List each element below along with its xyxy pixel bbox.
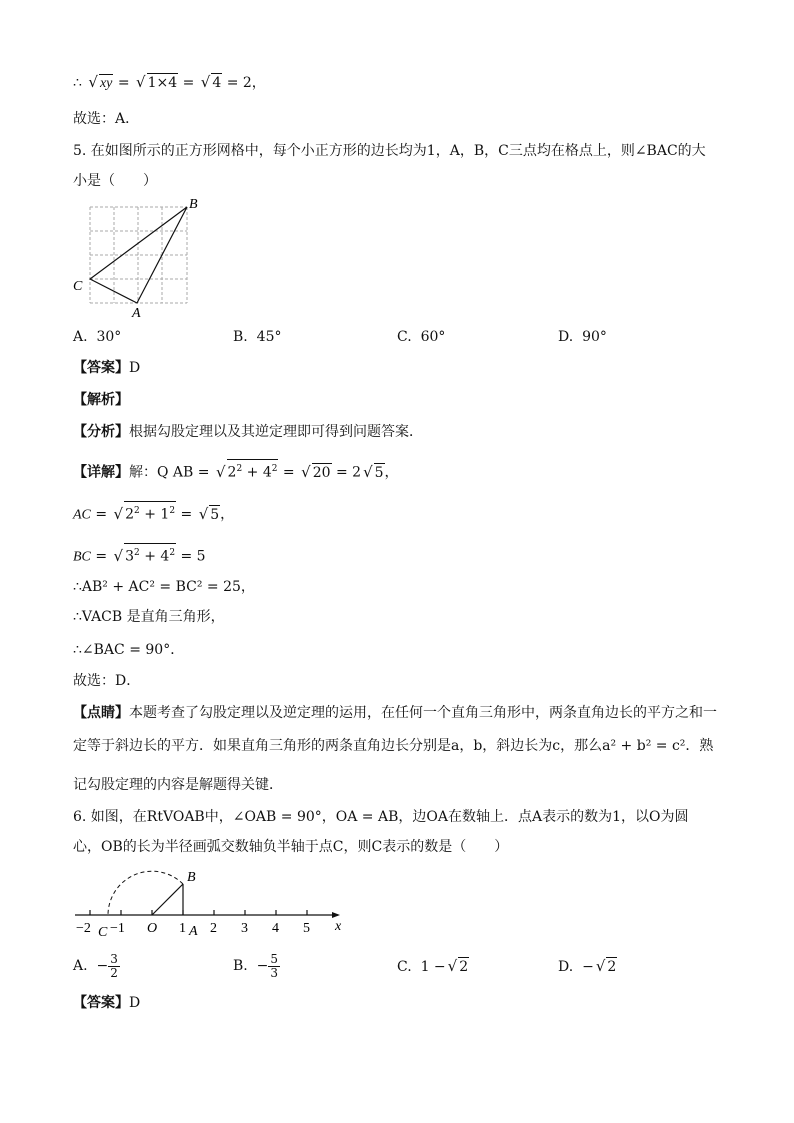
dianjing-line-3: 记勾股定理的内容是解题得关键． (73, 777, 283, 793)
point-a-label: A (132, 306, 141, 320)
line-sqrt-xy: ∴ √ xy = √ 1×4 = √ 4 = 2， (73, 73, 266, 91)
tick-neg2: −2 (76, 921, 91, 936)
q5-answer: D (129, 360, 141, 376)
q6-option-c: C. 1 − √ 2 (397, 957, 469, 975)
tick-3: 3 (241, 921, 248, 936)
point-b-label: B (187, 870, 196, 885)
grid-lines (90, 207, 187, 303)
tick-1: 1 (179, 921, 186, 936)
q6-answer-line: 【答案】D (73, 995, 141, 1011)
axis-arrow (332, 912, 340, 918)
answer-tag: 【答案】 (73, 360, 129, 376)
q5-option-b: B. 45° (233, 329, 282, 345)
question-6-line-1: 6. 如图，在RtVOAB中，∠OAB = 90°，OA = AB，边OA在数轴上．点A表示的数为1，以O为圆 (73, 809, 689, 825)
point-c-label: C (98, 925, 108, 940)
ac-line: AC = √ $2^2 + 1^2$ = √ 5， (73, 501, 234, 525)
sum-line: ∴AB² + AC² = BC² = 25， (73, 579, 255, 595)
dashed-arc (108, 871, 183, 915)
q5-option-a: A. 30° (73, 329, 122, 345)
q5-answer-line (73, 359, 140, 377)
point-c-label: C (73, 279, 83, 294)
number-line-figure (70, 862, 360, 942)
tick-5: 5 (303, 921, 310, 936)
choose-d: 故选：D． (73, 673, 141, 689)
choose-a: 故选：A． (73, 111, 140, 127)
q5-option-c: C. 60° (397, 329, 446, 345)
analysis-tag: 【解析】 (73, 392, 129, 408)
right-triangle-line: ∴VACB 是直角三角形， (73, 609, 225, 625)
question-6-line-2: 心，OB的长为半径画弧交数轴负半轴于点C，则C表示的数是（ ） (73, 839, 509, 855)
q6-option-d: D. − √ 2 (558, 957, 617, 975)
axis-x-label: x (335, 919, 342, 934)
angle-line: ∴∠BAC = 90°． (73, 642, 185, 658)
dianjing-line-1: 【点睛】本题考查了勾股定理以及逆定理的运用，在任何一个直角三角形中，两条直角边长的平方之和一 (73, 705, 717, 721)
dianjing-line-2: 定等于斜边长的平方．如果直角三角形的两条直角边长分别是a，b，斜边长为c，那么a² + b² = c²．熟 (73, 738, 714, 754)
point-b-label: B (189, 197, 198, 212)
sqrt-xy: xy (99, 76, 113, 91)
sqrt-4: 4 (212, 75, 222, 91)
bc-line: BC = √ $3^2 + 4^2 = 5$ (73, 543, 206, 567)
grid-figure (70, 195, 210, 320)
q5-option-d: D. 90° (558, 329, 607, 345)
q6-option-a: A. − $\frac{3}{2}$ (73, 951, 118, 980)
tick-4: 4 (272, 921, 279, 936)
point-a-label: A (189, 924, 198, 939)
tick-2: 2 (210, 921, 217, 936)
result-2: = 2， (226, 75, 266, 91)
segment-ob (152, 884, 183, 915)
question-5-line-2: 小是（ ） (73, 173, 157, 189)
sqrt-1x4: 1×4 (147, 75, 178, 91)
fenxi-line: 【分析】根据勾股定理以及其逆定理即可得到问题答案． (73, 424, 423, 440)
detail-ab-line: 【详解】解：Q AB = √ $2^2 + 4^2$ = √ 20 = 2 √ 5， (73, 459, 399, 482)
origin-o-label: O (147, 921, 158, 936)
question-5-line-1: 5. 在如图所示的正方形网格中，每个小正方形的边长均为1，A，B，C三点均在格点上，则∠BAC的大 (73, 143, 706, 159)
q6-option-b: B. − $\frac{5}{3}$ (233, 951, 279, 980)
tick-neg1: −1 (110, 921, 125, 936)
therefore-symbol: ∴ (73, 75, 82, 91)
